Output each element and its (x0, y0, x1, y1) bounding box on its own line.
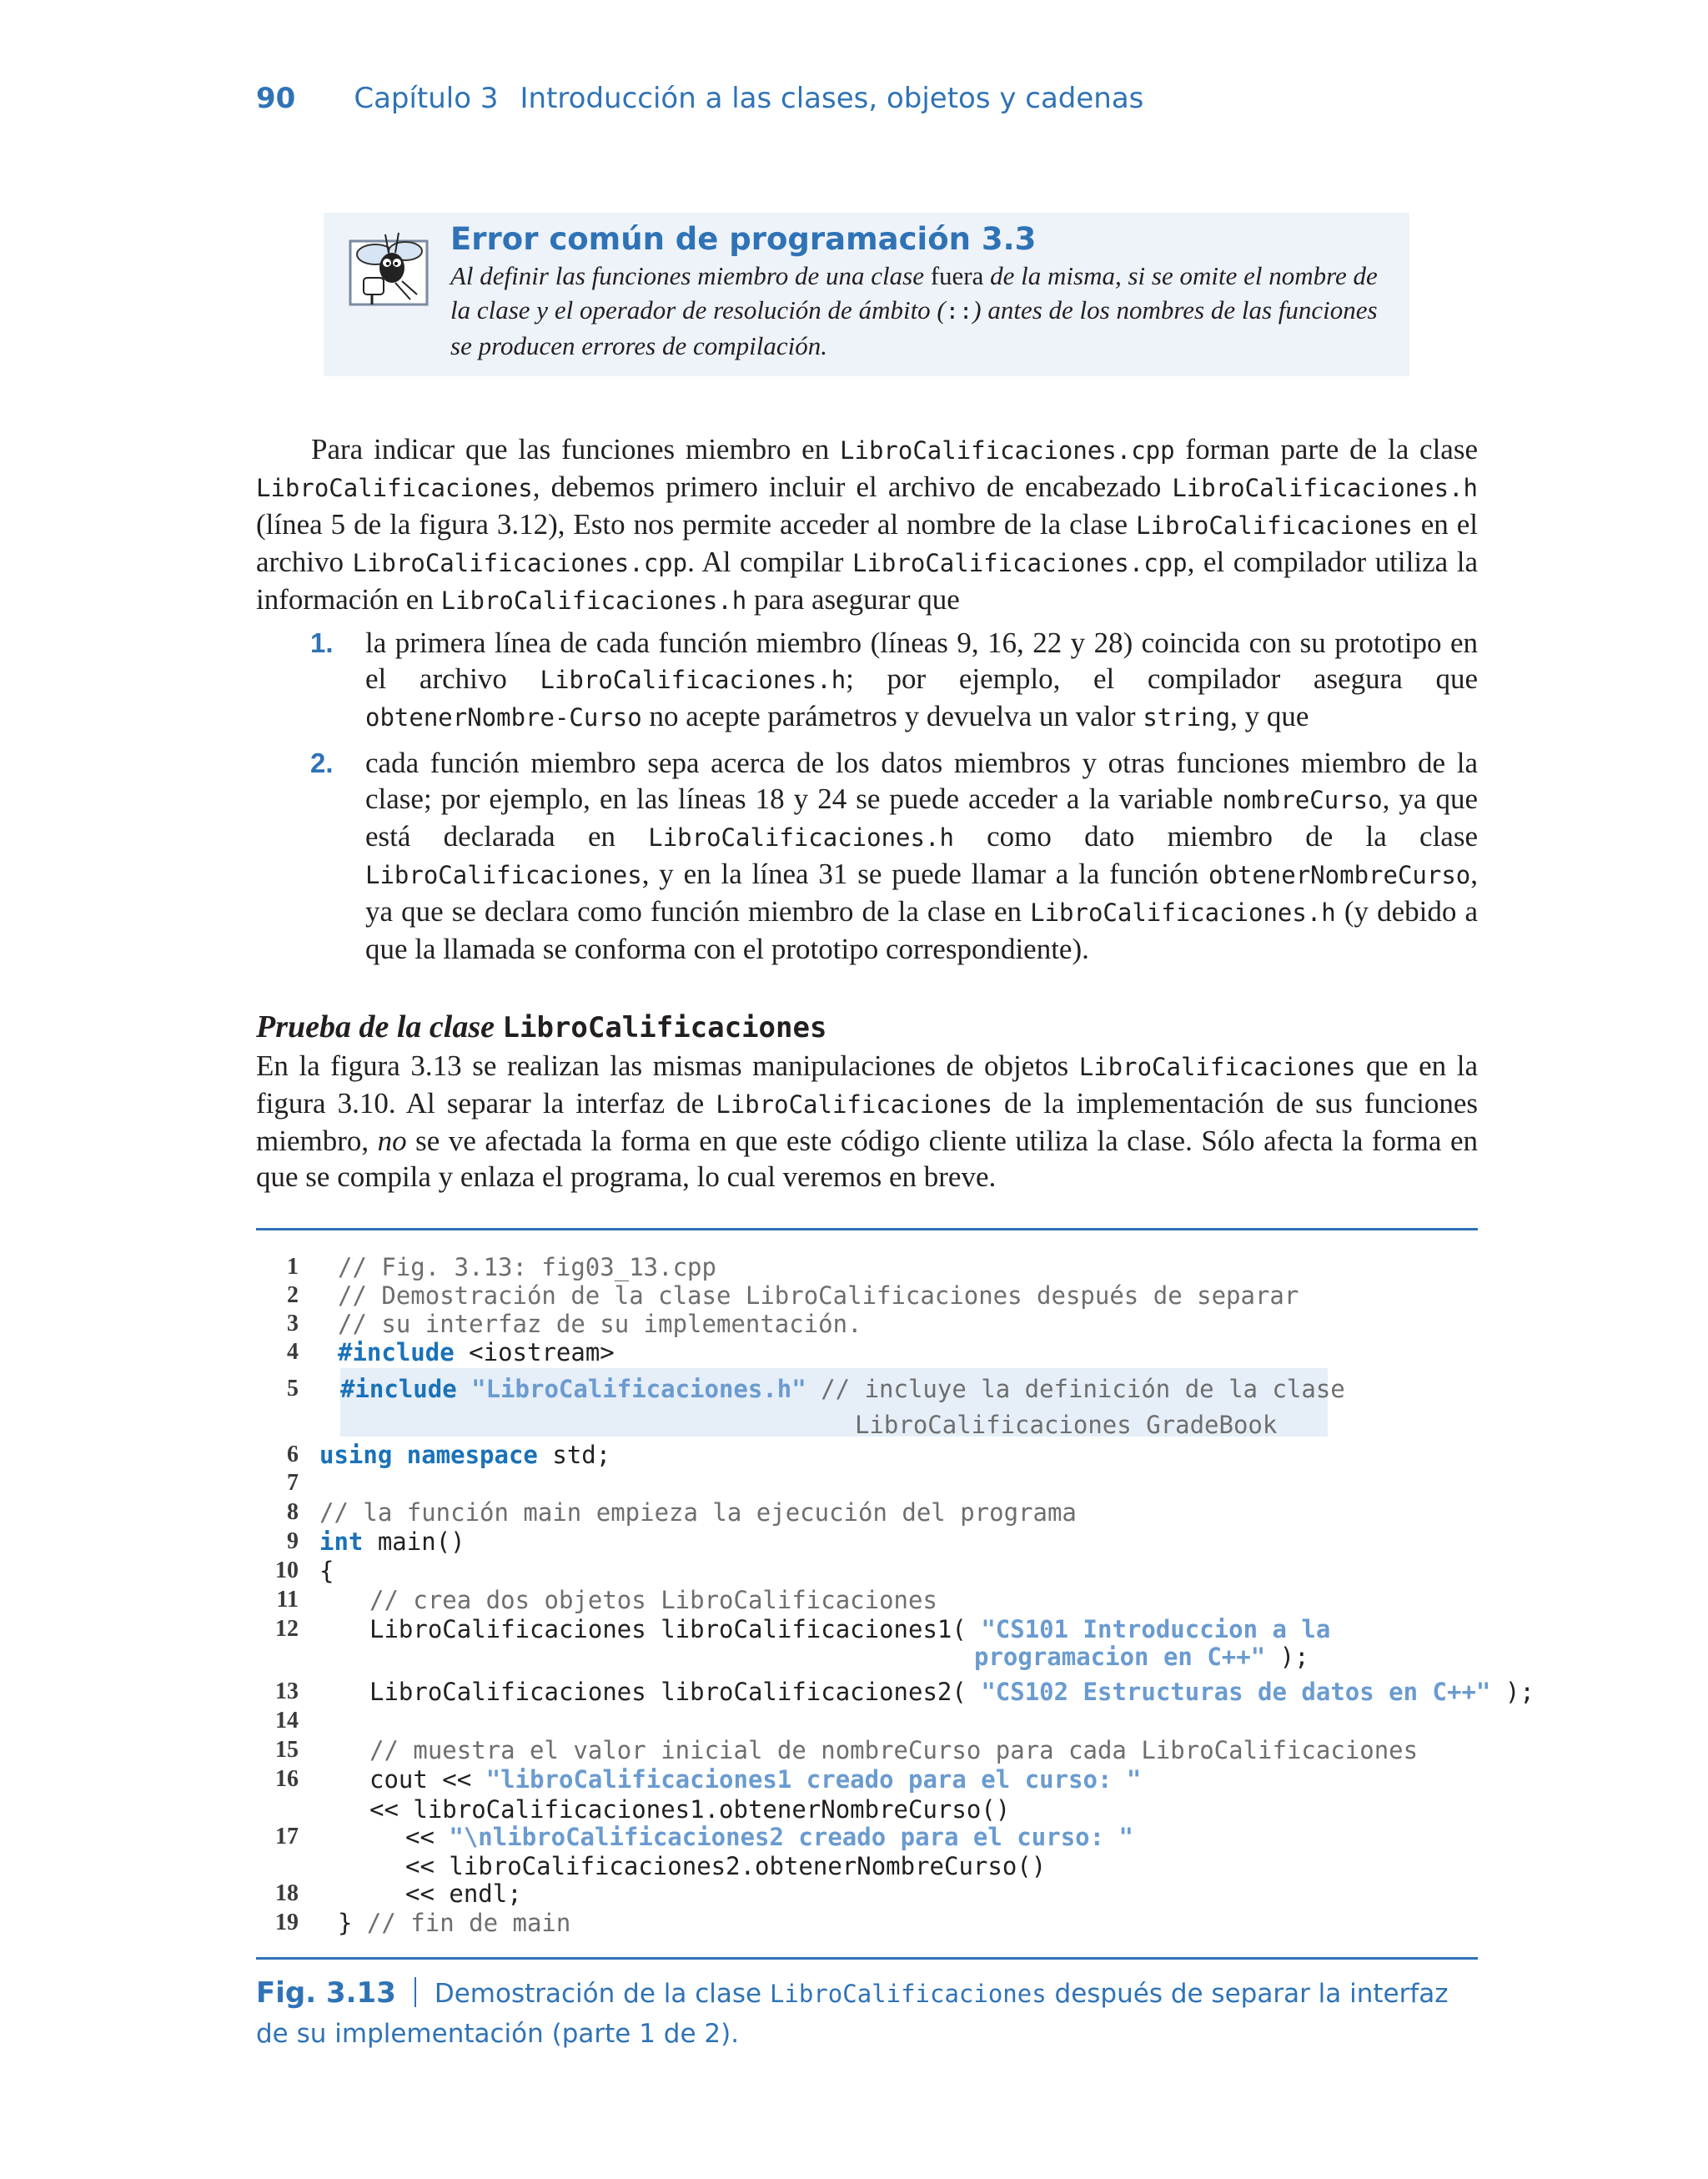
list-number-1: 1. (310, 627, 334, 658)
code-text: #include "LibroCalificaciones.h" // incluye la definición de la clase (340, 1375, 1345, 1403)
tip-text: Al definir las funciones miembro de una clase (450, 261, 931, 290)
chapter-label: Capítulo 3 (354, 82, 499, 115)
code-highlight (340, 1368, 1328, 1437)
caption-separator (414, 1977, 416, 2007)
code-text: // Demostración de la clase LibroCalificaciones después de separar (338, 1281, 1299, 1310)
code-text: int main() (319, 1527, 465, 1556)
common-error-box (324, 213, 1409, 376)
tip-text-emphasis: fuera (930, 261, 984, 290)
paragraph-intro: Para indicar que las funciones miembro en LibroCalificaciones.cpp forman parte de la clase LibroCalificaciones, debemos primero incluir el archivo de encabezado LibroCalificaciones.h (línea 5 de la figura 3.12), Esto nos permite acceder al nombre de la clase LibroCalificaciones en el archivo LibroCalificaciones.cpp. Al compilar LibroCalificaciones.cpp, el compilador utiliza la información en LibroCalificaciones.h para asegurar que (256, 433, 1478, 616)
line-number: 12 (275, 1616, 299, 1642)
listing-bottom-rule (256, 1957, 1478, 1960)
code-text: #include <iostream> (338, 1338, 615, 1366)
line-number: 6 (287, 1442, 299, 1467)
code-text: LibroCalificaciones libroCalificaciones1( "CS101 Introduccion a la (369, 1615, 1331, 1643)
line-number: 14 (275, 1708, 299, 1734)
code-text: cout << "libroCalificaciones1 creado para el curso: " (369, 1765, 1142, 1794)
code-text: // Fig. 3.13: fig03_13.cpp (338, 1253, 716, 1281)
line-number: 2 (287, 1282, 299, 1308)
section-heading: Prueba de la clase LibroCalificaciones (256, 1009, 827, 1044)
code-text: << endl; (405, 1880, 522, 1908)
paragraph-test: En la figura 3.13 se realizan las mismas manipulaciones de objetos LibroCalificaciones que en la figura 3.10. Al separar la interfaz de LibroCalificaciones de la implementación de sus funciones miembro, no se ve afectada la forma en que este código cliente utiliza la clase. Sólo afecta la forma en que se compila y enlaza el programa, lo cual veremos en breve. (256, 1049, 1479, 1193)
figure-caption: Fig. 3.13 Demostración de la clase LibroCalificaciones después de separar la interfaz de su implementación (parte 1 de 2). (256, 1976, 1449, 2049)
list-item: cada función miembro sepa acerca de los datos miembros y otras funciones miembro de la clase; por ejemplo, en las líneas 18 y 24 se puede acceder a la variable nombreCurso, ya que está declarada en LibroCalificaciones.h como dato miembro de la clase LibroCalificaciones, y en la línea 31 se puede llamar a la función obtenerNombreCurso, ya que se declara como función miembro de la clase en LibroCalificaciones.h (y debido a que la llamada se conforma con el prototipo correspondiente). (365, 747, 1478, 965)
line-number: 15 (275, 1737, 299, 1763)
line-number: 7 (287, 1470, 299, 1496)
line-number: 13 (275, 1678, 299, 1704)
line-number: 3 (287, 1311, 299, 1336)
line-number: 4 (287, 1339, 299, 1365)
code-text: { (319, 1557, 334, 1585)
running-header (256, 82, 1143, 123)
code-text: LibroCalificaciones libroCalificaciones2( "CS102 Estructuras de datos en C++" ); (369, 1678, 1535, 1706)
tip-code: :: (945, 299, 973, 325)
tip-body (450, 259, 1384, 363)
tip-text: ) antes de los nombres de las funciones se producen errores de compilación. (450, 295, 1378, 360)
list-item: la primera línea de cada función miembro (líneas 9, 16, 22 y 28) coincida con su prototipo en el archivo LibroCalificaciones.h; por ejemplo, el compilador asegura que obtenerNombre-Curso no acepte parámetros y devuelva un valor string, y que (365, 627, 1478, 732)
line-number: 16 (275, 1766, 299, 1792)
tip-text: de la misma, si se omite el nombre de la clase y el operador de resolución de ámbito ( (450, 261, 1378, 325)
line-number: 9 (287, 1528, 299, 1554)
code-text: LibroCalificaciones GradeBook (855, 1411, 1278, 1439)
tip-title: Error común de programación 3.3 (450, 221, 1037, 257)
code-text: using namespace std; (319, 1441, 611, 1469)
page-number: 90 (256, 82, 296, 115)
line-number: 18 (275, 1880, 299, 1906)
line-number: 11 (276, 1587, 299, 1613)
code-text: programacion en C++" ); (974, 1643, 1309, 1671)
code-text: << libroCalificaciones1.obtenerNombreCurso() (369, 1795, 1011, 1824)
code-text: // su interfaz de su implementación. (338, 1310, 862, 1338)
figure-label: Fig. 3.13 (256, 1976, 396, 2010)
code-text: << libroCalificaciones2.obtenerNombreCurso() (405, 1852, 1047, 1880)
line-number: 19 (275, 1910, 299, 1935)
line-number: 17 (275, 1824, 299, 1849)
listing-top-rule (256, 1228, 1478, 1230)
line-number: 8 (287, 1499, 299, 1525)
code-text: // muestra el valor inicial de nombreCurso para cada LibroCalificaciones (369, 1736, 1419, 1764)
code-text: << "\nlibroCalificaciones2 creado para el curso: " (405, 1823, 1133, 1851)
line-number: 1 (287, 1254, 299, 1280)
code-text: // la función main empieza la ejecución del programa (319, 1498, 1077, 1527)
bug-thumbs-down-icon (347, 229, 430, 309)
code-text: } // fin de main (338, 1909, 571, 1937)
code-text: // crea dos objetos LibroCalificaciones (369, 1586, 937, 1614)
line-number: 10 (275, 1558, 299, 1583)
chapter-title: Introducción a las clases, objetos y cadenas (520, 82, 1144, 115)
list-number-2: 2. (310, 747, 334, 778)
line-number: 5 (287, 1376, 299, 1402)
